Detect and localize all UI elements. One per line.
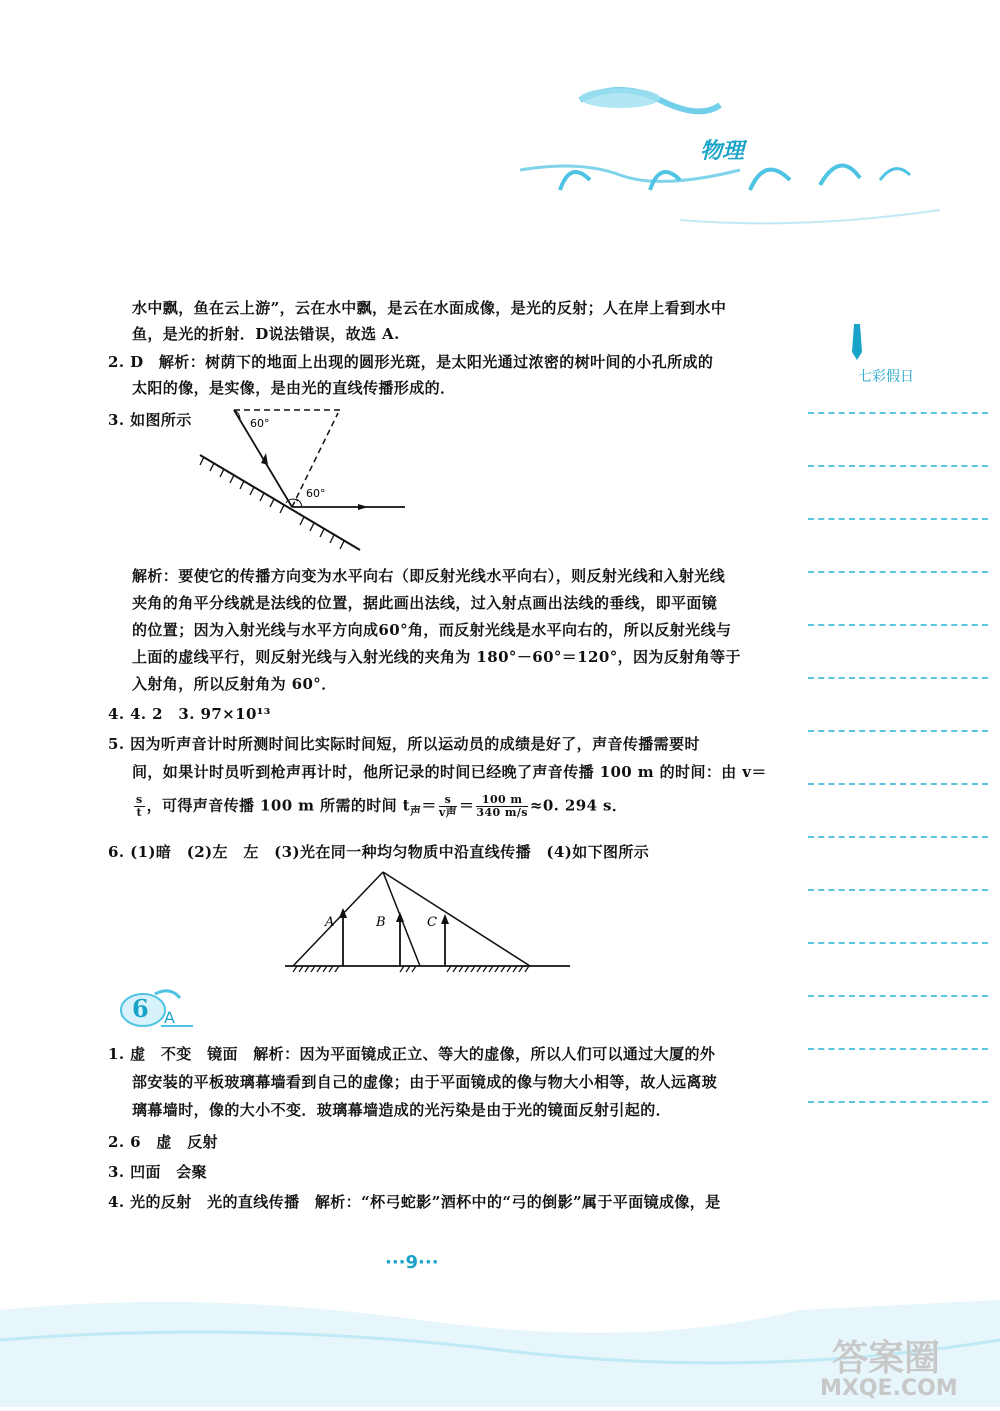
note-line [808,465,988,467]
note-line [808,1101,988,1103]
text-line: 间，如果计时员听到枪声再计时，他所记录的时间已经晚了声音传播 100 m 的时间：由 v＝ [132,763,767,781]
note-line [808,1048,988,1050]
note-line [808,677,988,679]
text-line: 5. 因为听声音计时所测时间比实际时间短，所以运动员的成绩是好了，声音传播需要时 [108,735,700,753]
note-line [808,995,988,997]
label-c: C [427,915,437,930]
note-line [808,571,988,573]
text-line: 上面的虚线平行，则反射光线与入射光线的夹角为 180°－60°＝120°，因为反射角等于 [132,648,741,666]
section-number: 6 [132,994,149,1023]
note-line [808,730,988,732]
header-subject: 物理 [700,138,745,164]
note-line [808,412,988,414]
formula-line: $\frac{s}{t}$ ，可得声音传播 100 m 所需的时间 $t_声=$ $\frac{s}{\text{v声}}$ ＝ $\frac{100 m}{340 m/s}$ ≈0. 294 s． [136,793,628,819]
pencil-icon [848,322,868,366]
watermark-url: MXQE.COM [820,1376,958,1401]
note-line [808,889,988,891]
text-line: 6. (1)暗 (2)左 左 (3)光在同一种均匀物质中沿直线传播 (4)如下图所示 [108,843,650,861]
page-number: ···9··· [385,1252,439,1273]
text-line: 2. D 解析：树荫下的地面上出现的圆形光斑，是太阳光通过浓密的树叶间的小孔所成的 [108,353,714,371]
text-line: 2. 6 虚 反射 [108,1133,218,1151]
angle-label-bottom: 60° [306,487,326,500]
text-line: 1. 虚 不变 镜面 解析：因为平面镜成正立、等大的虚像，所以人们可以通过大厦的外 [108,1045,716,1063]
label-a: A [325,915,335,930]
text-line: 4. 4. 2 3. 97×10¹³ [108,705,271,723]
fraction-s-t: $\frac{s}{t}$ [136,793,143,819]
reflection-figure [190,405,420,555]
text-line: 水中飘，鱼在云上游”，云在水中飘，是云在水面成像，是光的反射；人在岸上看到水中 [132,299,727,317]
shadow-figure [285,866,575,976]
text-line: 鱼，是光的折射．D说法错误，故选 A. [132,325,400,343]
text-line: 3. 凹面 会聚 [108,1163,208,1181]
section-badge-art [115,986,195,1030]
note-line [808,836,988,838]
text-line: 的位置；因为入射光线与水平方向成60°角，而反射光线是水平向右的，所以反射光线与 [132,621,732,639]
text-line: 夹角的角平分线就是法线的位置，据此画出法线，过入射点画出法线的垂线，即平面镜 [132,594,718,612]
section-badge [115,986,195,1030]
text-line: 解析：要使它的传播方向变为水平向右（即反射光线水平向右），则反射光线和入射光线 [132,567,726,585]
note-line [808,518,988,520]
fraction-s-v: $\frac{s}{\text{v声}}$ [438,793,458,819]
label-b: B [376,915,386,930]
reflection-diagram [190,405,420,555]
note-line [808,942,988,944]
text-line: 4. 光的反射 光的直线传播 解析：“杯弓蛇影”酒杯中的“弓的倒影”属于平面镜成像，是 [108,1193,721,1211]
note-line [808,624,988,626]
text-line: 入射角，所以反射角为 60°． [132,675,337,693]
sidebar-label: 七彩假日 [858,369,914,385]
text-line: 部安装的平板玻璃幕墙看到自己的虚像；由于平面镜成的像与物大小相等，故人远离玻 [132,1073,718,1091]
text-line: 3. 如图所示 [108,411,192,429]
fraction-values: $\frac{100 m}{340 m/s}$ [476,793,528,819]
watermark-logo: 答案圈 [832,1338,941,1379]
note-line [808,783,988,785]
shadow-diagram [285,866,575,976]
text-line: 璃幕墙时，像的大小不变．玻璃幕墙造成的光污染是由于光的镜面反射引起的． [132,1101,672,1119]
section-letter: A [164,1008,175,1027]
angle-label-top: 60° [250,417,270,430]
text-line: 太阳的像，是实像，是由光的直线传播形成的． [132,379,456,397]
